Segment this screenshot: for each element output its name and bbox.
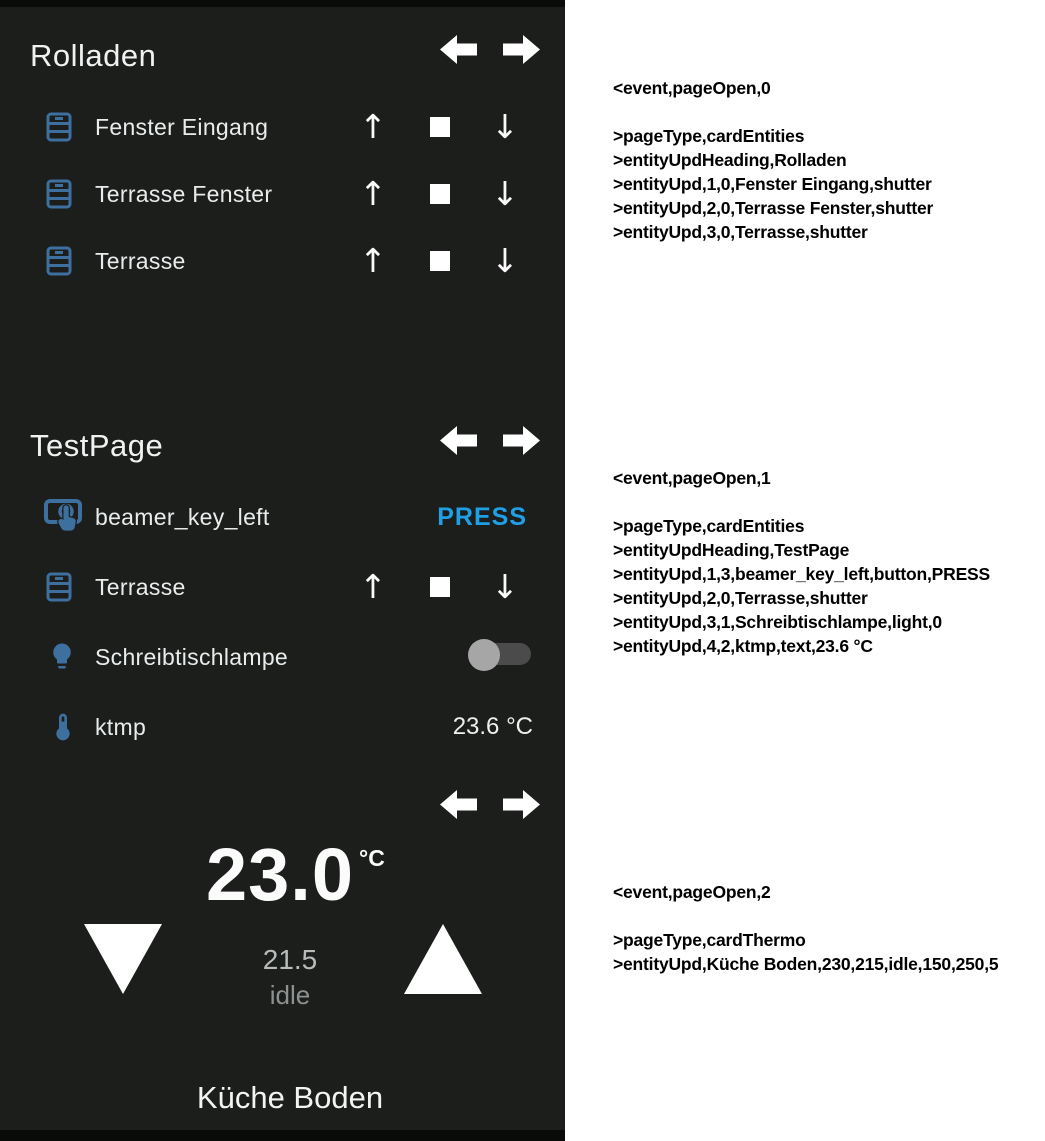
shutter-up-button[interactable]: ↑ <box>359 107 387 146</box>
shutter-down-button[interactable]: ↓ <box>491 107 519 146</box>
temp-decrease-button[interactable] <box>84 924 162 994</box>
log-line <box>613 490 1043 514</box>
log-line: <event,pageOpen,0 <box>613 78 771 98</box>
entity-label: Schreibtischlampe <box>95 644 289 670</box>
lightbulb-icon <box>47 641 77 671</box>
entity-row <box>0 159 565 229</box>
log-line: <event,pageOpen,1 <box>613 468 771 488</box>
entity-row <box>0 92 565 162</box>
entity-label: ktmp <box>95 714 147 740</box>
log-line: >entityUpd,2,0,Terrasse Fenster,shutter <box>613 198 934 218</box>
shutter-stop-button[interactable] <box>430 184 450 204</box>
log-line: >pageType,cardThermo <box>613 930 806 950</box>
window-shutter-icon <box>46 246 72 276</box>
nav-next-icon[interactable] <box>503 424 540 457</box>
shutter-down-button[interactable]: ↓ <box>491 174 519 213</box>
shutter-stop-button[interactable] <box>430 577 450 597</box>
log-line: >entityUpd,2,0,Terrasse,shutter <box>613 588 868 608</box>
log-line: >entityUpd,1,0,Fenster Eingang,shutter <box>613 174 932 194</box>
screen-bezel-top <box>0 0 565 7</box>
log-line: >entityUpd,1,3,beamer_key_left,button,PRESS <box>613 564 990 584</box>
window-shutter-icon <box>46 572 72 602</box>
log-line: >entityUpd,3,1,Schreibtischlampe,light,0 <box>613 612 942 632</box>
log-line: <event,pageOpen,2 <box>613 882 771 902</box>
entity-label: Terrasse Fenster <box>95 181 273 207</box>
window-shutter-icon <box>46 179 72 209</box>
protocol-log-block <box>613 466 1043 658</box>
log-line: >entityUpd,Küche Boden,230,215,idle,150,250,5 <box>613 954 999 974</box>
shutter-up-button[interactable]: ↑ <box>359 567 387 606</box>
entity-row <box>0 552 565 622</box>
shutter-up-button[interactable]: ↑ <box>359 174 387 213</box>
entity-row <box>0 482 565 552</box>
shutter-stop-button[interactable] <box>430 251 450 271</box>
card-heading: Rolladen <box>30 38 157 73</box>
window-shutter-icon <box>46 112 72 142</box>
log-line <box>613 100 1043 124</box>
nav-prev-icon[interactable] <box>440 424 477 457</box>
shutter-stop-button[interactable] <box>430 117 450 137</box>
press-button[interactable]: PRESS <box>437 503 527 531</box>
log-line: >pageType,cardEntities <box>613 126 805 146</box>
nav-next-icon[interactable] <box>503 788 540 821</box>
sensor-value: 23.6 °C <box>452 713 533 740</box>
shutter-down-button[interactable]: ↓ <box>491 241 519 280</box>
entity-label: Terrasse <box>95 574 186 600</box>
gesture-tap-button-icon <box>44 498 82 534</box>
entity-row <box>0 226 565 296</box>
protocol-log-block <box>613 880 1043 976</box>
entity-label: Terrasse <box>95 248 186 274</box>
log-line: >pageType,cardEntities <box>613 516 805 536</box>
toggle-knob <box>468 639 500 671</box>
nav-prev-icon[interactable] <box>440 33 477 66</box>
log-line: >entityUpdHeading,Rolladen <box>613 150 847 170</box>
entity-label: beamer_key_left <box>95 504 270 530</box>
card-heading: TestPage <box>30 428 164 463</box>
nav-prev-icon[interactable] <box>440 788 477 821</box>
thermostat-title: Küche Boden <box>196 1080 384 1115</box>
entity-row <box>0 622 565 692</box>
temperature-unit: °C <box>359 845 385 871</box>
log-line: >entityUpd,3,0,Terrasse,shutter <box>613 222 868 242</box>
log-line: >entityUpdHeading,TestPage <box>613 540 850 560</box>
light-toggle-switch[interactable] <box>468 639 532 675</box>
thermometer-icon <box>47 710 79 744</box>
current-temperature: 23.0 <box>205 833 355 916</box>
shutter-down-button[interactable]: ↓ <box>491 567 519 606</box>
entity-row <box>0 692 565 762</box>
log-line: >entityUpd,4,2,ktmp,text,23.6 °C <box>613 636 873 656</box>
shutter-up-button[interactable]: ↑ <box>359 241 387 280</box>
screen-bezel-bottom <box>0 1130 565 1141</box>
protocol-log-block <box>613 76 1043 244</box>
setpoint-temperature: 21.5 <box>262 944 318 975</box>
temp-increase-button[interactable] <box>404 924 482 994</box>
hvac-state: idle <box>269 980 311 1010</box>
entity-label: Fenster Eingang <box>95 114 269 140</box>
nav-next-icon[interactable] <box>503 33 540 66</box>
log-line <box>613 904 1043 928</box>
